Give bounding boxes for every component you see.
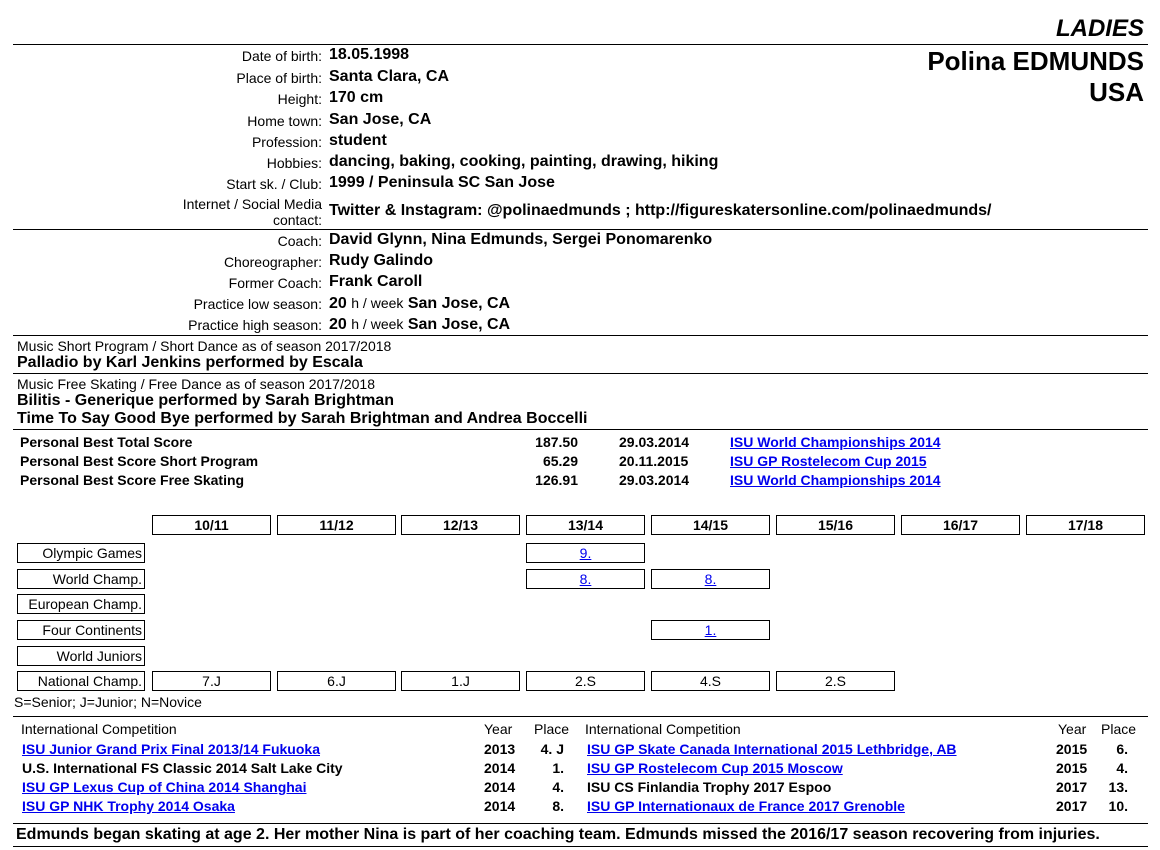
practice-unit: h / week	[351, 316, 404, 332]
result-cell	[401, 671, 520, 691]
bio-value: 18.05.1998	[329, 46, 410, 63]
bio-value: San Jose, CA	[329, 111, 432, 128]
intl-header-year: Year	[484, 721, 513, 737]
pb-event-link[interactable]: ISU GP Rostelecom Cup 2015	[730, 453, 927, 469]
pb-date: 29.03.2014	[619, 434, 690, 450]
result-cell	[651, 671, 770, 691]
skater-country: USA	[1089, 77, 1144, 107]
practice-place: San Jose, CA	[407, 316, 511, 333]
competition-place: 10.	[1108, 798, 1128, 814]
coach-label: Coach:	[277, 233, 322, 249]
footer-note: Edmunds began skating at age 2. Her mother Nina is part of her coaching team. Edmunds missed the 2016/17 season recovering from injuries.	[16, 826, 1100, 843]
pb-label: Personal Best Score Short Program	[20, 453, 259, 469]
divider	[13, 823, 1148, 824]
bio-label: Home town:	[247, 113, 322, 129]
result-text: 1.J	[451, 673, 470, 689]
divider	[13, 373, 1148, 374]
result-link[interactable]: 1.	[704, 622, 717, 638]
pb-event-link[interactable]: ISU World Championships 2014	[730, 434, 941, 450]
bio-label: Profession:	[251, 134, 322, 150]
result-cell	[526, 671, 645, 691]
bio-value: 1999 / Peninsula SC San Jose	[329, 174, 555, 191]
pb-event-link[interactable]: ISU World Championships 2014	[730, 472, 941, 488]
result-link[interactable]: 8.	[579, 571, 592, 587]
practice-value	[329, 315, 510, 334]
former-coach-label: Former Coach:	[228, 275, 322, 291]
result-text: 2.S	[574, 673, 596, 689]
result-cell[interactable]	[651, 569, 770, 589]
competition-link[interactable]: ISU GP Rostelecom Cup 2015 Moscow	[587, 760, 843, 776]
result-cell[interactable]	[526, 569, 645, 589]
music-short-title: Palladio by Karl Jenkins performed by Escala	[17, 354, 363, 371]
divider	[13, 229, 1148, 230]
internet-value: Twitter & Instagram: @polinaedmunds ; http://figureskatersonline.com/polinaedmunds/	[329, 202, 992, 219]
category-title: LADIES	[1055, 15, 1144, 42]
season-header: 14/15	[651, 515, 770, 535]
competition-place: 1.	[552, 760, 564, 776]
skater-name: Polina EDMUNDS	[927, 46, 1144, 76]
competition-year: 2015	[1056, 741, 1088, 757]
intl-header-competition: International Competition	[21, 721, 177, 737]
result-row-label: World Juniors	[17, 646, 145, 666]
practice-hours: 20	[329, 316, 347, 333]
competition-place: 4. J	[540, 741, 564, 757]
bio-label: Hobbies:	[266, 155, 322, 171]
intl-header-competition: International Competition	[585, 721, 741, 737]
result-row-label: World Champ.	[17, 569, 145, 589]
competition-link[interactable]: ISU GP Lexus Cup of China 2014 Shanghai	[22, 779, 307, 795]
competition-name: U.S. International FS Classic 2014 Salt Lake City	[22, 760, 343, 776]
internet-label: Internet / Social Media	[182, 196, 322, 212]
practice-unit: h / week	[351, 295, 404, 311]
season-header: 16/17	[901, 515, 1020, 535]
bio-value: Santa Clara, CA	[329, 68, 450, 85]
result-link[interactable]: 8.	[704, 571, 717, 587]
result-cell	[277, 671, 396, 691]
pb-label: Personal Best Total Score	[20, 434, 193, 450]
pb-score: 187.50	[535, 434, 578, 450]
music-free-title: Time To Say Good Bye performed by Sarah Brightman and Andrea Boccelli	[17, 410, 588, 427]
divider	[13, 716, 1148, 717]
pb-date: 20.11.2015	[619, 453, 689, 469]
pb-label: Personal Best Score Free Skating	[20, 472, 245, 488]
competition-year: 2017	[1056, 779, 1088, 795]
season-header: 13/14	[526, 515, 645, 535]
competition-year: 2014	[484, 760, 516, 776]
competition-link[interactable]: ISU Junior Grand Prix Final 2013/14 Fukuoka	[22, 741, 320, 757]
music-short-heading: Music Short Program / Short Dance as of season 2017/2018	[17, 338, 392, 354]
competition-place: 13.	[1108, 779, 1128, 795]
season-header: 10/11	[152, 515, 271, 535]
practice-place: San Jose, CA	[407, 295, 511, 312]
practice-value	[329, 294, 510, 313]
result-row-label: European Champ.	[17, 594, 145, 614]
result-text: 4.S	[699, 673, 721, 689]
competition-year: 2013	[484, 741, 516, 757]
result-cell	[152, 671, 271, 691]
pb-score: 65.29	[542, 453, 578, 469]
intl-header-year: Year	[1058, 721, 1087, 737]
competition-link[interactable]: ISU GP NHK Trophy 2014 Osaka	[22, 798, 235, 814]
season-header: 17/18	[1026, 515, 1145, 535]
result-text: 2.S	[824, 673, 846, 689]
season-header: 15/16	[776, 515, 895, 535]
practice-hours: 20	[329, 295, 347, 312]
bio-value: student	[329, 132, 387, 149]
former-coach-value: Frank Caroll	[329, 273, 423, 290]
competition-year: 2014	[484, 798, 516, 814]
legend: S=Senior; J=Junior; N=Novice	[14, 694, 202, 710]
result-text: 7.J	[202, 673, 221, 689]
practice-label: Practice high season:	[188, 317, 322, 333]
divider	[13, 846, 1148, 847]
competition-place: 4.	[1116, 760, 1128, 776]
divider	[13, 335, 1148, 336]
competition-place: 8.	[552, 798, 564, 814]
choreographer-label: Choreographer:	[223, 254, 322, 270]
competition-link[interactable]: ISU GP Skate Canada International 2015 Lethbridge, AB	[587, 741, 957, 757]
result-row-label: National Champ.	[17, 671, 145, 691]
competition-place: 6.	[1116, 741, 1128, 757]
pb-score: 126.91	[535, 472, 578, 488]
bio-value: dancing, baking, cooking, painting, drawing, hiking	[329, 153, 719, 170]
intl-header-place: Place	[534, 721, 570, 737]
practice-label: Practice low season:	[193, 296, 322, 312]
bio-value: 170 cm	[329, 89, 384, 106]
result-row-label: Four Continents	[17, 620, 145, 640]
season-header: 12/13	[401, 515, 520, 535]
divider	[13, 429, 1148, 430]
bio-label: Date of birth:	[241, 48, 322, 64]
coach-value: David Glynn, Nina Edmunds, Sergei Ponomarenko	[329, 231, 713, 248]
competition-place: 4.	[552, 779, 564, 795]
result-cell	[776, 671, 895, 691]
intl-header-place: Place	[1101, 721, 1137, 737]
bio-label: Place of birth:	[236, 70, 322, 86]
result-cell[interactable]	[526, 543, 645, 563]
music-free-heading: Music Free Skating / Free Dance as of season 2017/2018	[17, 376, 375, 392]
result-cell[interactable]	[651, 620, 770, 640]
divider	[13, 44, 1148, 45]
result-text: 6.J	[327, 673, 346, 689]
result-row-label: Olympic Games	[17, 543, 145, 563]
competition-year: 2015	[1056, 760, 1088, 776]
internet-label: contact:	[272, 212, 322, 228]
choreographer-value: Rudy Galindo	[329, 252, 433, 269]
competition-year: 2014	[484, 779, 516, 795]
pb-date: 29.03.2014	[619, 472, 690, 488]
bio-label: Height:	[277, 91, 322, 107]
bio-label: Start sk. / Club:	[226, 176, 322, 192]
result-link[interactable]: 9.	[579, 545, 592, 561]
season-header: 11/12	[277, 515, 396, 535]
competition-name: ISU CS Finlandia Trophy 2017 Espoo	[587, 779, 832, 795]
competition-year: 2017	[1056, 798, 1088, 814]
competition-link[interactable]: ISU GP Internationaux de France 2017 Grenoble	[587, 798, 905, 814]
music-free-title: Bilitis - Generique performed by Sarah Brightman	[17, 392, 394, 409]
